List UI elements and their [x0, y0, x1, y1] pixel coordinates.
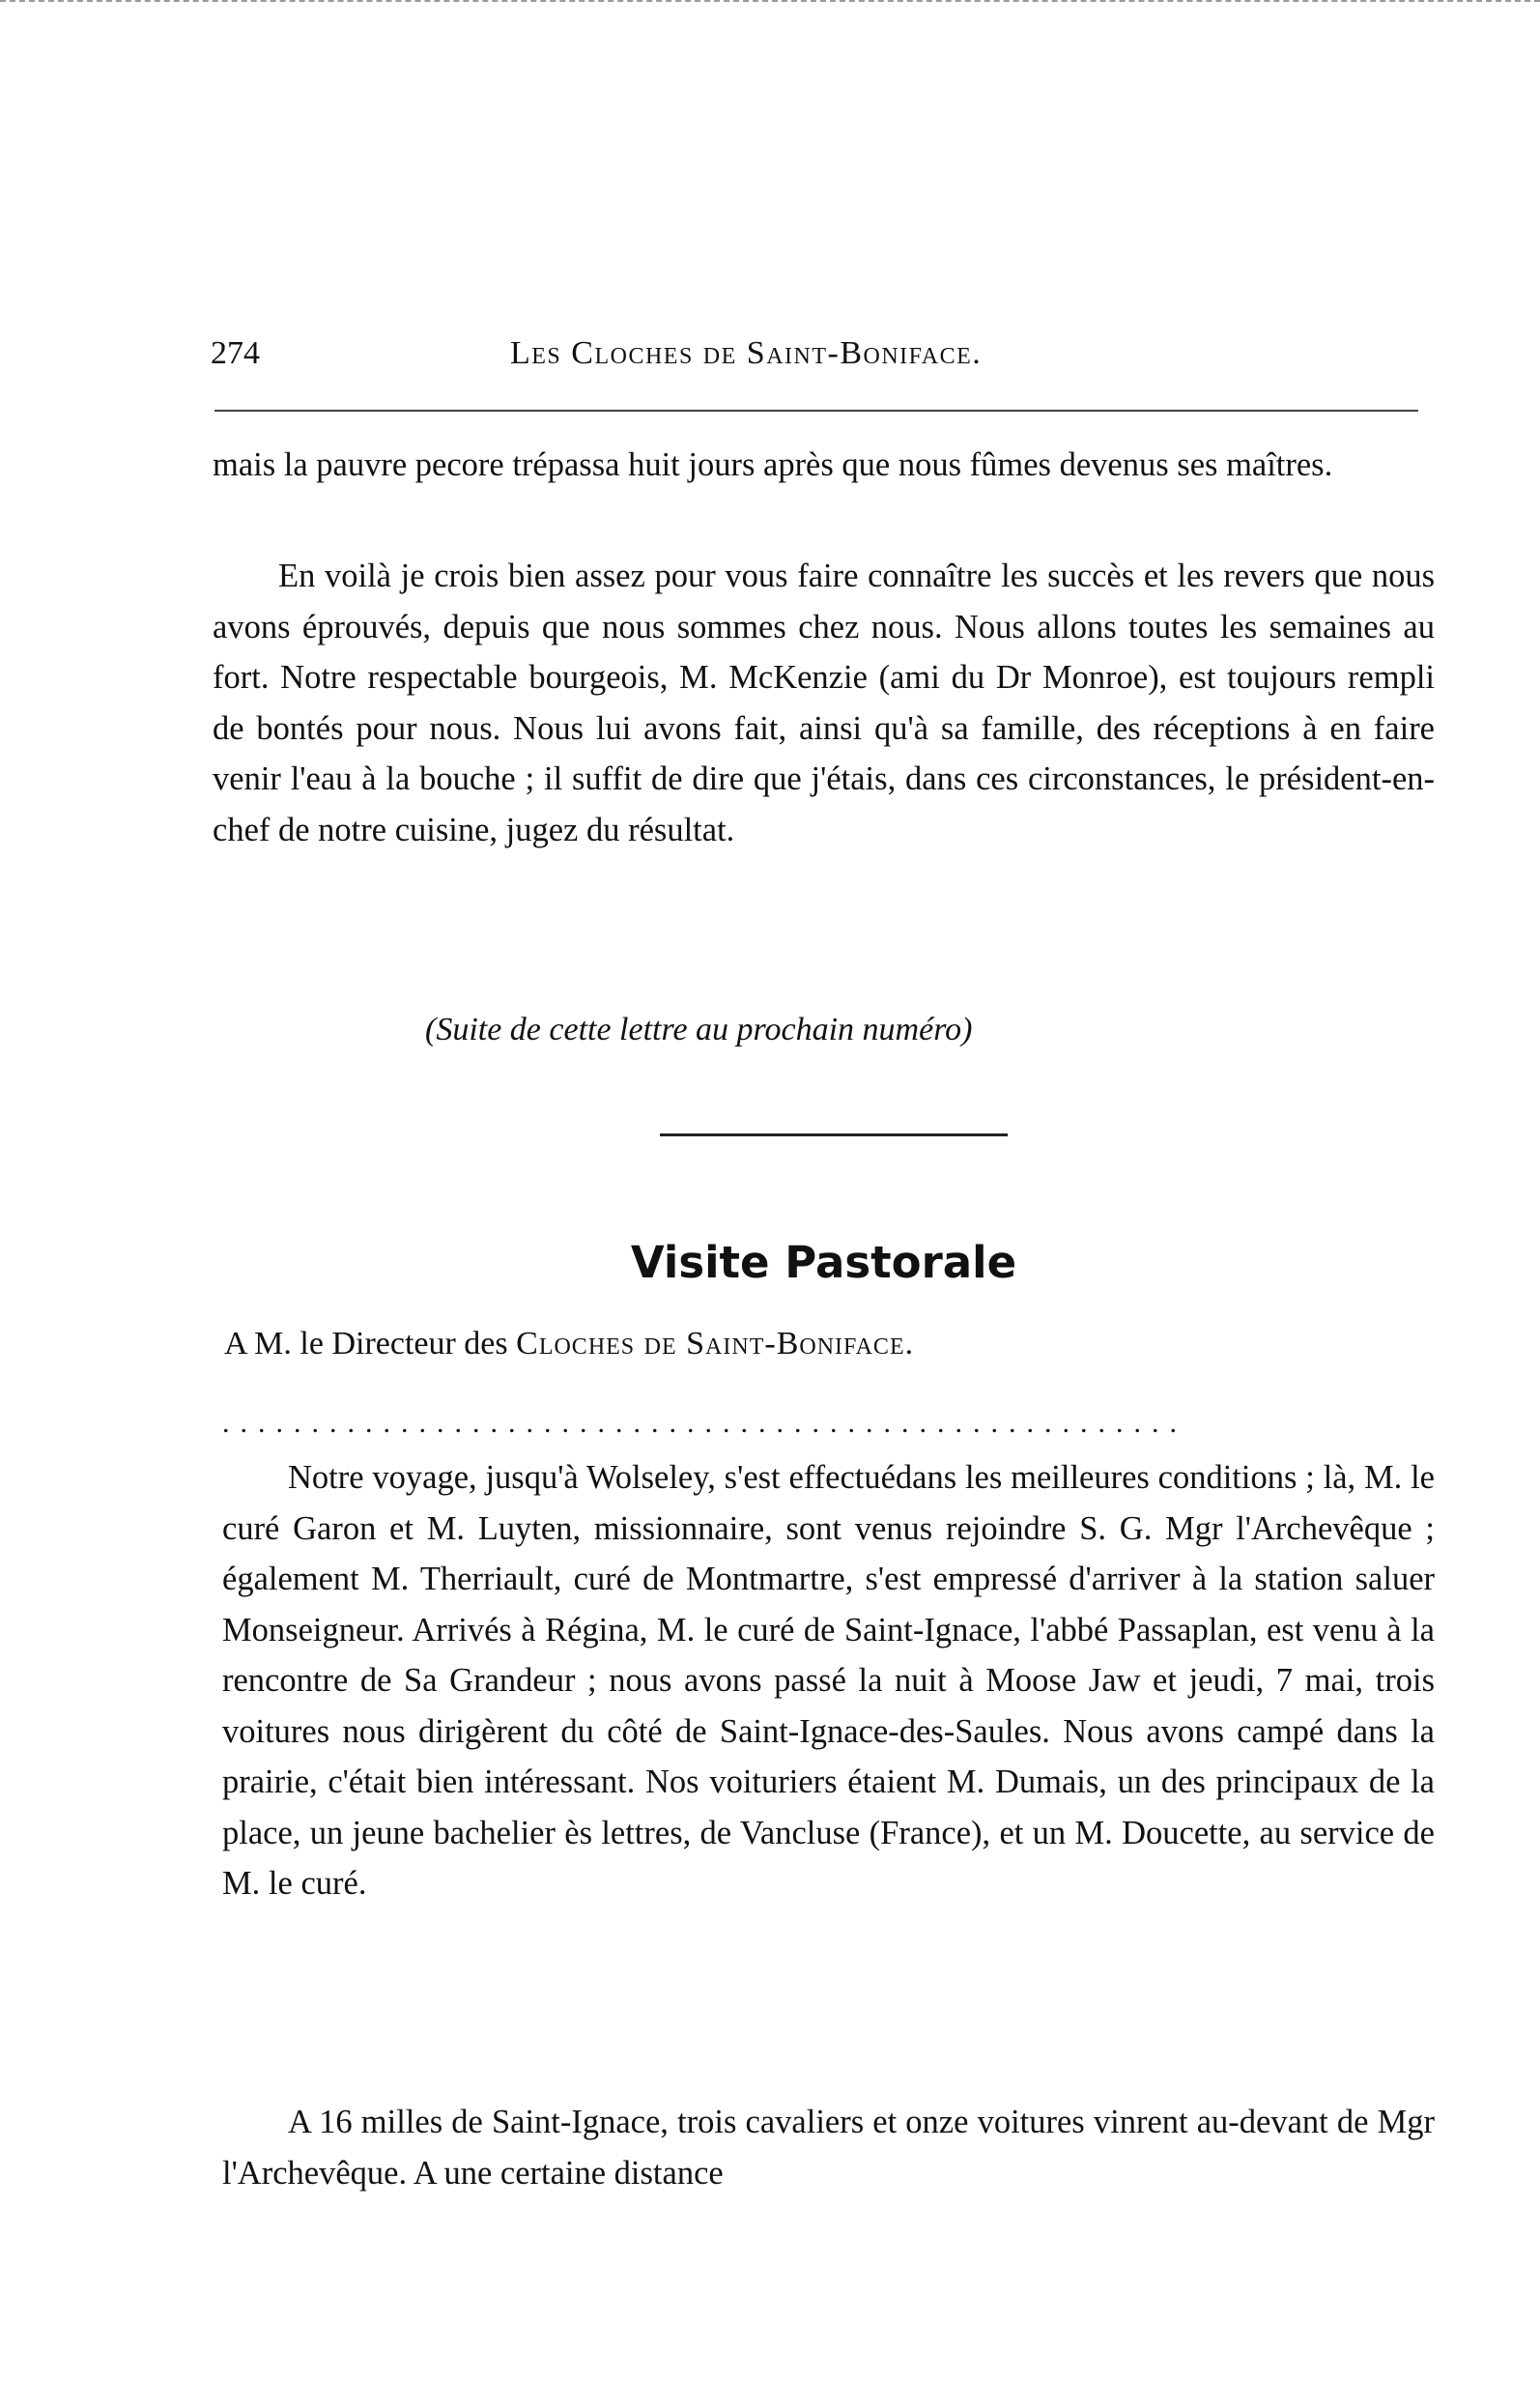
visit-paragraph-2: A 16 milles de Saint-Ignace, trois cavaliers et onze voitures vinrent au-devant de Mgr l'Archevêque. A une certaine distance — [222, 2104, 1435, 2192]
letter-paragraph-1: mais la pauvre pecore trépassa huit jours après que nous fûmes devenus ses maîtres. — [213, 446, 1333, 483]
section-title: Visite Pastorale — [630, 1237, 1017, 1289]
journal-title: Les Cloches de Saint-Boniface. — [510, 335, 983, 371]
scan-top-edge — [0, 0, 1540, 2]
section-rule — [660, 1133, 1008, 1136]
continued-note: (Suite de cette lettre au prochain numéro) — [425, 1012, 973, 1047]
letter-paragraph-2: En voilà je crois bien assez pour vous faire connaître les succès et les revers que nous avons éprouvés, depuis que nous sommes chez nous. Nous allons toutes les semaines au fort. Notre respectable bourgeois, M. McKenzie (ami du Dr Monroe), est toujours rempli de bontés pour nous. Nous lui avons fait, ainsi qu'à sa famille, des réceptions à en faire venir l'eau à la bouche ; il suffit de dire que j'étais, dans ces circonstances, le président-en-chef de notre cuisine, jugez du résultat. — [213, 558, 1435, 848]
page-number: 274 — [211, 335, 260, 371]
address-prefix: A M. le Directeur des — [224, 1326, 508, 1362]
visit-paragraph-1: Notre voyage, jusqu'à Wolseley, s'est effectuédans les meilleures conditions ; là, M. le curé Garon et M. Luyten, missionnaire, sont venus rejoindre S. G. Mgr l'Archevêque ; également M. Therriault, curé de Montmartre, s'est empressé d'arriver à la station saluer Monseigneur. Arrivés à Régina, M. le curé de Saint-Ignace, l'abbé Passaplan, est venu à la rencontre de Sa Grandeur ; nous avons passé la nuit à Moose Jaw et jeudi, 7 mai, trois voitures nous dirigèrent du côté de Saint-Ignace-des-Saules. Nous avons campé dans la prairie, c'était bien intéressant. Nos voituriers étaient M. Dumais, un des principaux de la place, un jeune bachelier ès lettres, de Vancluse (France), et un M. Doucette, au service de M. le curé. — [222, 1459, 1435, 1902]
address-journal: Cloches de Saint-Boniface. — [516, 1326, 915, 1362]
running-head — [211, 327, 1183, 381]
dotted-separator: ...................................................... — [222, 1409, 1187, 1438]
header-rule — [214, 410, 1418, 412]
address-line — [224, 1319, 1435, 1369]
